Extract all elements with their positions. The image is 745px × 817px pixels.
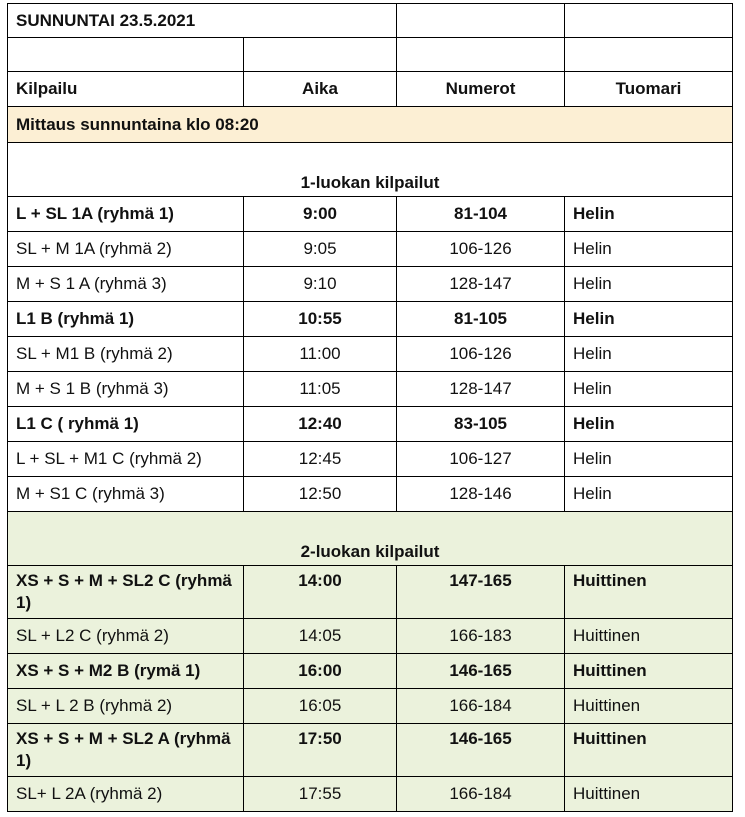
- event-cell: SL + M 1A (ryhmä 2): [8, 232, 244, 267]
- section1-rows: [8, 197, 733, 512]
- event-cell: SL + M1 B (ryhmä 2): [8, 337, 244, 372]
- judge-cell: Huittinen: [565, 724, 733, 777]
- judge-cell: Huittinen: [565, 654, 733, 689]
- section2-rows: [8, 566, 733, 812]
- event-cell: XS + S + M + SL2 C (ryhmä 1): [8, 566, 244, 619]
- judge-cell: Helin: [565, 302, 733, 337]
- judge-cell: Helin: [565, 477, 733, 512]
- event-cell: SL + L2 C (ryhmä 2): [8, 619, 244, 654]
- page-title: SUNNUNTAI 23.5.2021: [8, 4, 397, 38]
- table-row: [8, 566, 733, 619]
- numbers-cell: 166-183: [397, 619, 565, 654]
- numbers-cell: 146-165: [397, 654, 565, 689]
- time-cell: 12:45: [244, 442, 397, 477]
- empty-cell: [244, 38, 397, 72]
- event-cell: L + SL 1A (ryhmä 1): [8, 197, 244, 232]
- table-row: [8, 267, 733, 302]
- table-row: [8, 232, 733, 267]
- table-row: [8, 654, 733, 689]
- time-cell: 11:05: [244, 372, 397, 407]
- time-cell: 9:10: [244, 267, 397, 302]
- table-row: [8, 442, 733, 477]
- empty-cell: [565, 38, 733, 72]
- time-cell: 16:05: [244, 689, 397, 724]
- event-cell: M + S 1 B (ryhmä 3): [8, 372, 244, 407]
- time-cell: 12:50: [244, 477, 397, 512]
- event-cell: M + S1 C (ryhmä 3): [8, 477, 244, 512]
- header-event: Kilpailu: [8, 72, 244, 107]
- event-cell: L + SL + M1 C (ryhmä 2): [8, 442, 244, 477]
- event-cell: L1 C ( ryhmä 1): [8, 407, 244, 442]
- time-cell: 14:00: [244, 566, 397, 619]
- time-cell: 10:55: [244, 302, 397, 337]
- measurement-note: Mittaus sunnuntaina klo 08:20: [8, 107, 733, 143]
- blank-row: [8, 38, 733, 72]
- judge-cell: Huittinen: [565, 619, 733, 654]
- table-row: [8, 477, 733, 512]
- time-cell: 17:50: [244, 724, 397, 777]
- numbers-cell: 81-104: [397, 197, 565, 232]
- numbers-cell: 147-165: [397, 566, 565, 619]
- event-cell: XS + S + M + SL2 A (ryhmä 1): [8, 724, 244, 777]
- table-row: [8, 302, 733, 337]
- header-numbers: Numerot: [397, 72, 565, 107]
- numbers-cell: 81-105: [397, 302, 565, 337]
- time-cell: 16:00: [244, 654, 397, 689]
- section2-heading-row: [8, 512, 733, 566]
- event-cell: M + S 1 A (ryhmä 3): [8, 267, 244, 302]
- table-row: [8, 689, 733, 724]
- time-cell: 11:00: [244, 337, 397, 372]
- event-cell: SL + L 2 B (ryhmä 2): [8, 689, 244, 724]
- event-cell: L1 B (ryhmä 1): [8, 302, 244, 337]
- numbers-cell: 146-165: [397, 724, 565, 777]
- table-row: [8, 724, 733, 777]
- header-time: Aika: [244, 72, 397, 107]
- section1-title: 1-luokan kilpailut: [8, 143, 733, 197]
- event-cell: XS + S + M2 B (rymä 1): [8, 654, 244, 689]
- time-cell: 9:00: [244, 197, 397, 232]
- numbers-cell: 128-147: [397, 372, 565, 407]
- judge-cell: Helin: [565, 337, 733, 372]
- judge-cell: Helin: [565, 232, 733, 267]
- numbers-cell: 128-146: [397, 477, 565, 512]
- numbers-cell: 83-105: [397, 407, 565, 442]
- empty-cell: [397, 38, 565, 72]
- judge-cell: Huittinen: [565, 689, 733, 724]
- time-cell: 12:40: [244, 407, 397, 442]
- numbers-cell: 166-184: [397, 689, 565, 724]
- judge-cell: Helin: [565, 267, 733, 302]
- judge-cell: Helin: [565, 442, 733, 477]
- judge-cell: Huittinen: [565, 566, 733, 619]
- section2-title: 2-luokan kilpailut: [8, 512, 733, 566]
- table-row: [8, 337, 733, 372]
- time-cell: 9:05: [244, 232, 397, 267]
- table-row: [8, 197, 733, 232]
- numbers-cell: 106-126: [397, 232, 565, 267]
- numbers-cell: 166-184: [397, 777, 565, 812]
- event-cell: SL+ L 2A (ryhmä 2): [8, 777, 244, 812]
- time-cell: 17:55: [244, 777, 397, 812]
- empty-cell: [397, 4, 565, 38]
- judge-cell: Helin: [565, 197, 733, 232]
- judge-cell: Helin: [565, 372, 733, 407]
- time-cell: 14:05: [244, 619, 397, 654]
- table-row: [8, 372, 733, 407]
- numbers-cell: 106-126: [397, 337, 565, 372]
- section1-heading-row: [8, 143, 733, 197]
- table-row: [8, 777, 733, 812]
- empty-cell: [565, 4, 733, 38]
- measurement-row: [8, 107, 733, 143]
- title-row: [8, 4, 733, 38]
- header-row: [8, 72, 733, 107]
- header-judge: Tuomari: [565, 72, 733, 107]
- numbers-cell: 128-147: [397, 267, 565, 302]
- schedule-table: [7, 3, 733, 812]
- numbers-cell: 106-127: [397, 442, 565, 477]
- judge-cell: Helin: [565, 407, 733, 442]
- table-row: [8, 619, 733, 654]
- empty-cell: [8, 38, 244, 72]
- table-row: [8, 407, 733, 442]
- judge-cell: Huittinen: [565, 777, 733, 812]
